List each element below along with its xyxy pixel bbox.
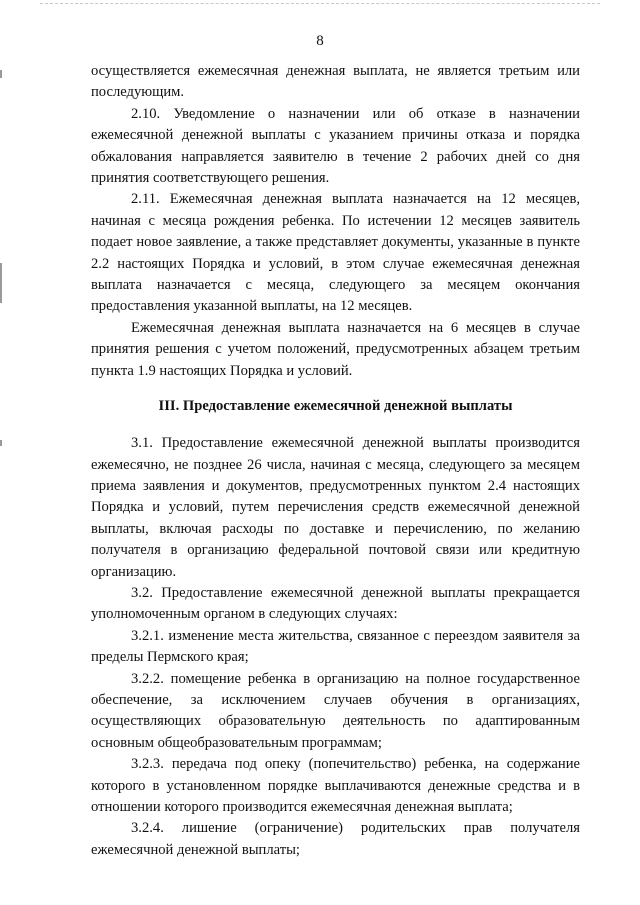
section-heading: III. Предоставление ежемесячной денежной выплаты [158, 398, 513, 415]
scan-top-edge [40, 3, 600, 4]
scan-margin-mark [0, 70, 2, 78]
scan-margin-mark [0, 263, 2, 303]
paragraph: 3.2.2. помещение ребенка в организацию на полное государственное обеспечение, за исключением случаев обучения в организациях, осуществляющих образовательную деятельность по адаптированным основным общеобразовательным программам; [91, 670, 580, 751]
paragraph: 3.2. Предоставление ежемесячной денежной выплаты прекращается уполномоченным органом в следующих случаях: [91, 584, 580, 623]
paragraph: 2.11. Ежемесячная денежная выплата назначается на 12 месяцев, начиная с месяца рождения ребенка. По истечении 12 месяцев заявитель подает новое заявление, а также представляет документы, указанные в пункте 2.2 настоящих Порядка и условий, в этом случае ежемесячная денежная выплата назначается с месяца, следующего за месяцем окончания предоставления указанной выплаты, на 12 месяцев. [91, 191, 580, 315]
paragraph: 3.2.3. передача под опеку (попечительство) ребенка, на содержание которого в установленном порядке выплачиваются денежные средства и в отношении которого производится ежемесячная денежная выплата; [91, 756, 580, 815]
paragraph: осуществляется ежемесячная денежная выплата, не является третьим или последующим. [91, 63, 580, 101]
page-number: 8 [316, 33, 324, 49]
paragraph: 2.10. Уведомление о назначении или об отказе в назначении ежемесячной денежной выплаты с указанием причины отказа и порядка обжалования направляется заявителю в течение 2 рабочих дней со дня принятия соответствующего решения. [91, 105, 580, 187]
paragraph: Ежемесячная денежная выплата назначается на 6 месяцев в случае принятия решения с учетом положений, предусмотренных абзацем третьим пункта 1.9 настоящих Порядка и условий. [91, 319, 580, 379]
scan-margin-mark [0, 440, 2, 446]
document-body [91, 61, 580, 861]
paragraph: 3.1. Предоставление ежемесячной денежной выплаты производится ежемесячно, не позднее 26 числа, начиная с месяца, следующего за месяцем приема заявления и документов, предусмотренных пунктом 2.4 настоящих Порядка и условий, путем перечисления средств ежемесячной денежной выплаты, включая расходы по доставке и перечислению, по желанию получателя в организацию федеральной почтовой связи или кредитную организацию. [91, 435, 580, 580]
paragraph: 3.2.1. изменение места жительства, связанное с переездом заявителя за пределы Пермского края; [91, 627, 580, 666]
paragraph: 3.2.4. лишение (ограничение) родительских прав получателя ежемесячной денежной выплаты; [91, 820, 580, 858]
